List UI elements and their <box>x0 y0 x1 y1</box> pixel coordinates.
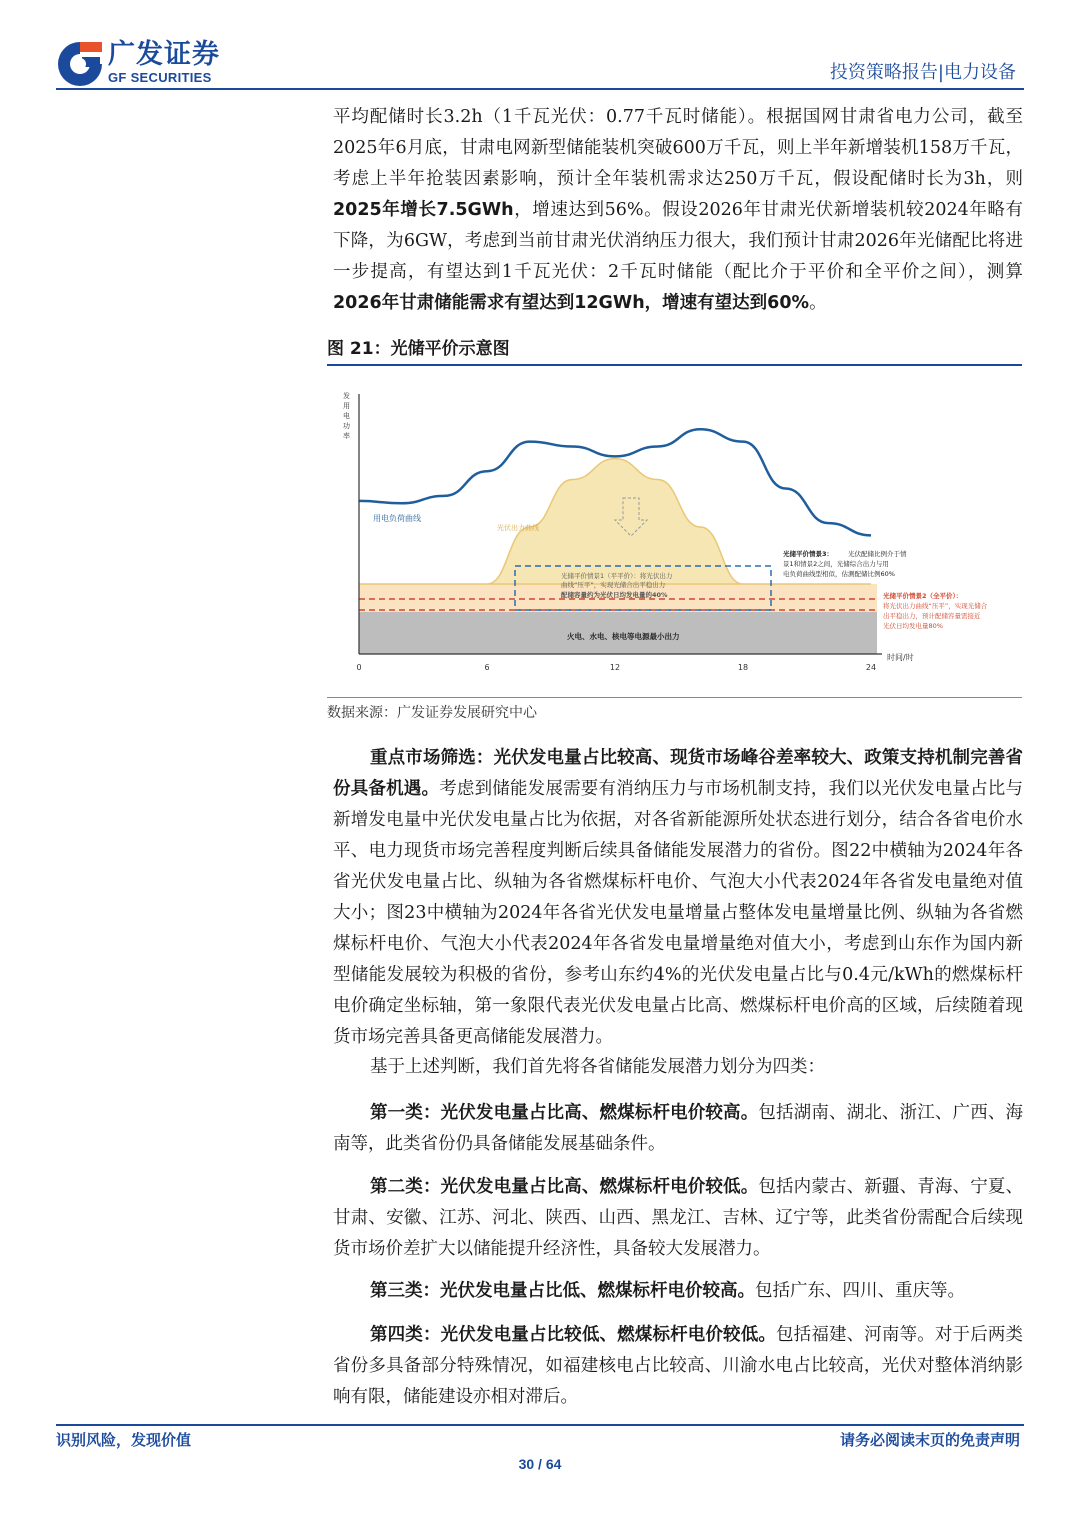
scenario1-label-1: 光储平价情景1（平平价）：将光伏出力 <box>561 572 673 580</box>
text-run: 包括湖南、湖北、浙江、广西、海南等，此类省份仍具备储能发展基础条件。 <box>333 1103 1023 1154</box>
footer-disclaimer-link[interactable]: 请务必阅读末页的免责声明 <box>839 1431 1020 1449</box>
scenario3-label-1: 光伏配储比例介于情 <box>848 550 907 558</box>
scenario2-label-2: 出平稳出力，预计配储容量需接近 <box>883 612 981 620</box>
paragraph-classification-intro <box>333 1052 1023 1083</box>
text-run: 包括广东、四川、重庆等。 <box>755 1281 965 1301</box>
scenario3-label-title: 光储平价情景3： <box>783 550 834 558</box>
y-axis-label <box>343 391 350 440</box>
text-run: ，增速达到56%。假设2026年甘肃光伏新增装机较2024年略有下降，为6GW，考虑到当前甘肃光伏消纳压力很大，我们预计甘肃2026年光储配比将进一步提高，有望达到1千瓦光伏：2千瓦时储能（配比介于平价和全平价之间），测算 <box>333 200 1023 282</box>
bold-run: 2026年甘肃储能需求有望达到12GWh，增速有望达到60% <box>333 293 810 313</box>
paragraph-gansu <box>333 102 1023 319</box>
x-tick-label: 6 <box>484 663 490 672</box>
pv-curve-label: 光伏出力曲线 <box>497 524 539 532</box>
x-tick-label: 18 <box>737 663 749 672</box>
text-run: 包括内蒙古、新疆、青海、宁夏、甘肃、安徽、江苏、河北、陕西、山西、黑龙江、吉林、辽宁等，此类省份需配合后续现货市场价差扩大以储能提升经济性，具备较大发展潜力。 <box>333 1177 1023 1259</box>
bold-run: 第二类：光伏发电量占比高、燃煤标杆电价较低。 <box>370 1177 759 1197</box>
logo-text-cn: 广发证券 <box>108 39 220 70</box>
scenario2-label-3: 光伏日均发电量80% <box>883 622 943 630</box>
scenario2-label-title: 光储平价情景2（全平价）： <box>883 592 963 600</box>
y-axis-label-char: 用 <box>343 402 350 410</box>
figure-bottom-rule <box>327 697 1022 698</box>
scenario1-label-3: 配储容量约为光伏日均发电量的40% <box>561 591 668 599</box>
y-axis-label-char: 发 <box>343 392 350 400</box>
pv-storage-parity-chart <box>327 370 1022 692</box>
y-axis-label-char: 功 <box>343 422 350 430</box>
text-run: 包括福建、河南等。对于后两类省份多具备部分特殊情况，如福建核电占比较高、川渝水电占比较高，光伏对整体消纳影响有限，储能建设亦相对滞后。 <box>333 1325 1024 1407</box>
paragraph-market-screening <box>333 743 1023 1053</box>
report-type: 投资策略报告|电力设备 <box>829 62 1016 83</box>
page-number: 30 / 64 <box>518 1456 562 1472</box>
bold-run: 第一类：光伏发电量占比高、燃煤标杆电价较高。 <box>370 1103 759 1123</box>
scenario3-label-2: 景1和情景2之间，光储综合出力与用 <box>783 560 889 568</box>
x-ticks <box>356 663 876 672</box>
y-axis-label-char: 电 <box>343 412 350 420</box>
page-header <box>0 0 1080 95</box>
text-run: 考虑到储能发展需要有消纳压力与市场机制支持，我们以光伏发电量占比与新增发电量中光伏发电量占比为依据，对各省新能源所处状态进行划分，结合各省电价水平、电力现货市场完善程度判断后续具备储能发展潜力的省份。图22中横轴为2024年各省光伏发电量占比、纵轴为各省燃煤标杆电价、气泡大小代表2024年各省发电量绝对值大小；图23中横轴为2024年各省光伏发电量增量占整体发电量增量比例、纵轴为各省燃煤标杆电价、气泡大小代表2024年各省发电量增量绝对值大小，考虑到山东作为国内新型储能发展较为积极的省份，参考山东约4%的光伏发电量占比与0.4元/kWh的燃煤标杆电价确定坐标轴，第一象限代表光伏发电量占比高、燃煤标杆电价高的区域，后续随着现货市场完善具备更高储能发展潜力。 <box>333 779 1024 1047</box>
paragraph-class-2 <box>333 1172 1023 1265</box>
scenario1-label-2: 曲线“压平”，实现光储合出平稳出力 <box>561 581 666 589</box>
x-tick-label: 12 <box>609 663 621 672</box>
base-band-label: 火电、水电、核电等电源最小出力 <box>567 632 680 641</box>
paragraph-class-1 <box>333 1098 1023 1160</box>
bold-run: 2025年增长7.5GWh <box>333 200 514 220</box>
logo-text-en: GF SECURITIES <box>108 70 212 85</box>
figure-title: 图 21：光储平价示意图 <box>327 339 510 359</box>
figure-top-rule <box>327 364 1022 366</box>
text-run: 基于上述判断，我们首先将各省储能发展潜力划分为四类： <box>370 1057 825 1077</box>
gf-logo-icon <box>56 40 104 86</box>
paragraph-class-3 <box>333 1276 1023 1307</box>
y-axis-label-char: 率 <box>343 432 350 440</box>
bold-run: 第三类：光伏发电量占比低、燃煤标杆电价较高。 <box>370 1281 755 1301</box>
figure-source: 数据来源：广发证券发展研究中心 <box>327 705 537 721</box>
bold-run: 重点市场筛选：光伏发电量占比较高、现货市场峰谷差率较大、政策支持机制完善省份具备机遇。 <box>333 748 1023 799</box>
text-run: 。 <box>809 293 827 313</box>
bold-run: 第四类：光伏发电量占比较低、燃煤标杆电价较低。 <box>370 1325 777 1345</box>
scenario2-label-1: 将光伏出力曲线“压平”，实现光储合 <box>883 602 988 610</box>
x-tick-label: 24 <box>865 663 877 672</box>
load-curve-label: 用电负荷曲线 <box>373 514 421 523</box>
footer-slogan: 识别风险，发现价值 <box>56 1431 192 1449</box>
text-run: 平均配储时长3.2h（1千瓦光伏：0.77千瓦时储能）。根据国网甘肃省电力公司，截至2025年6月底，甘肃电网新型储能装机突破600万千瓦，则上半年新增装机158万千瓦，考虑上半年抢装因素影响，预计全年装机需求达250万千瓦，假设配储时长为3h，则 <box>333 107 1023 189</box>
scenario3-label-3: 电负荷曲线型相似，估测配储比例60% <box>783 570 895 578</box>
paragraph-class-4 <box>333 1320 1023 1413</box>
header-divider <box>56 88 1024 90</box>
x-axis-label: 时间/时 <box>887 653 914 662</box>
x-tick-label: 0 <box>356 663 362 672</box>
footer-divider <box>56 1424 1024 1426</box>
